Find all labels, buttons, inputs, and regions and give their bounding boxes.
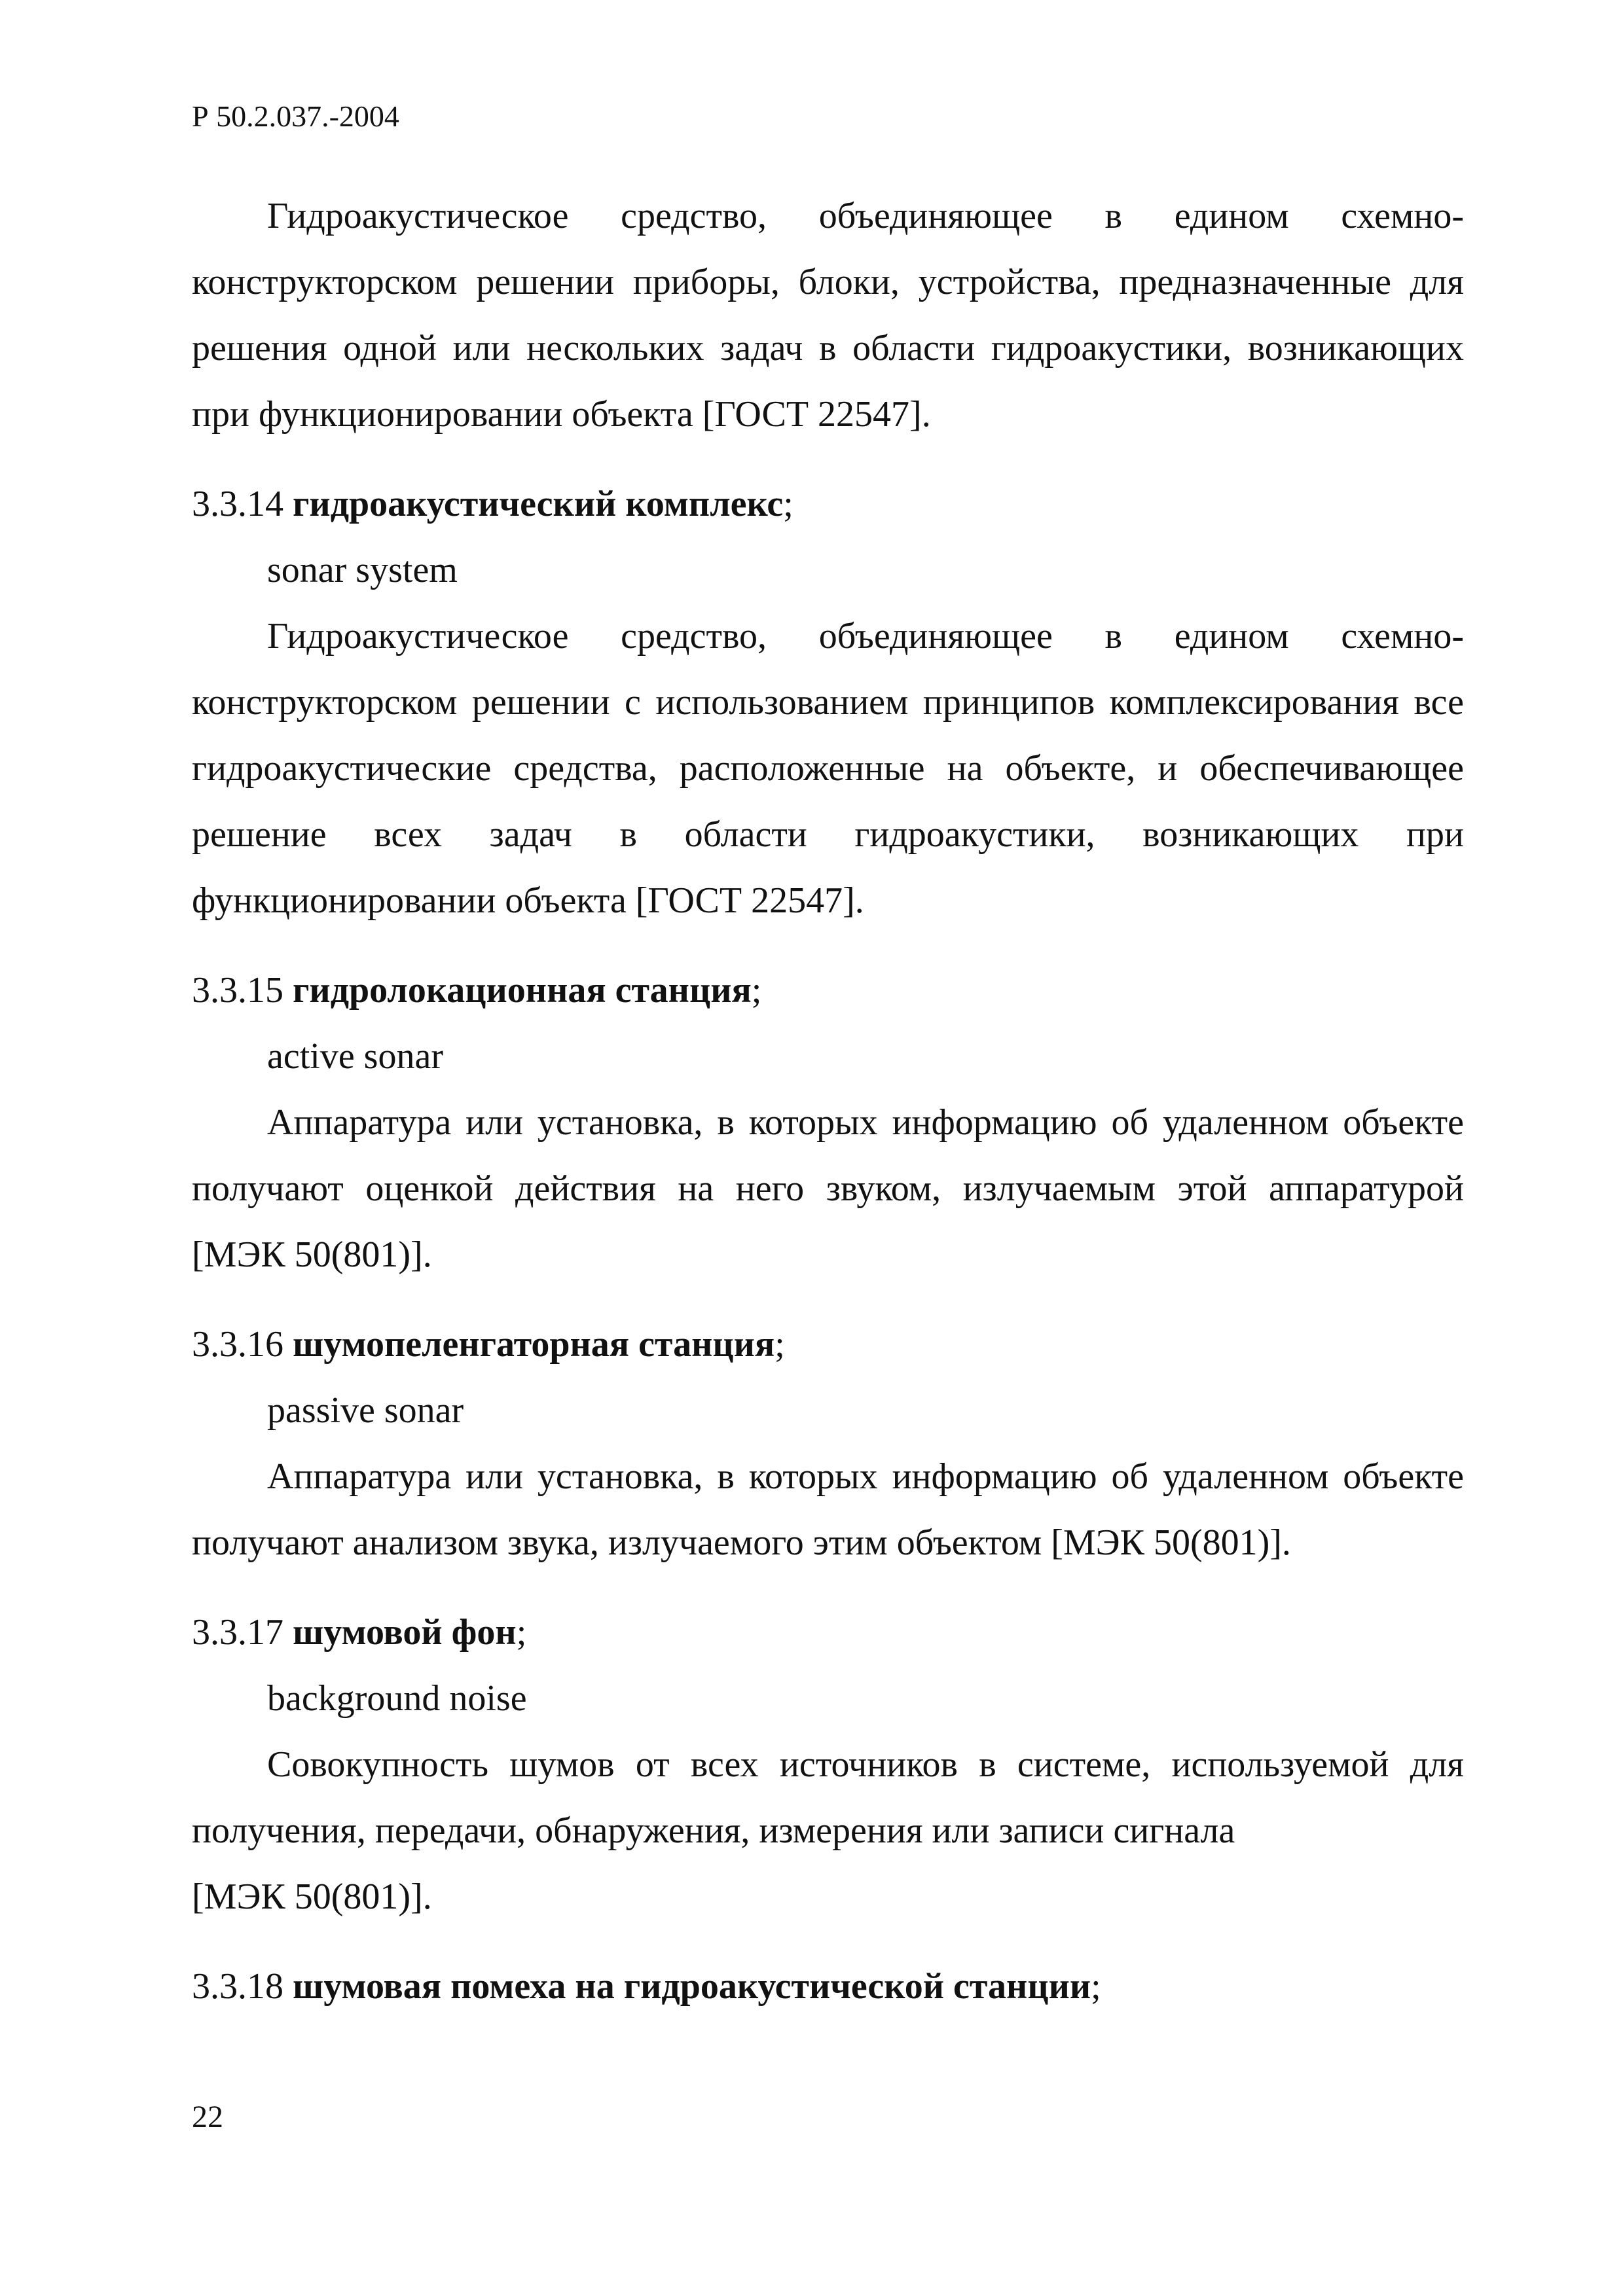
- term-punct: ;: [775, 1324, 785, 1365]
- term-heading: [192, 1312, 1464, 1378]
- term-punct: ;: [751, 970, 762, 1011]
- english-equivalent: background noise: [267, 1678, 527, 1719]
- page-content: [192, 183, 1464, 2020]
- term-punct: ;: [516, 1612, 527, 1653]
- definition-paragraph: Совокупность шумов от всех источников в системе, используемой для получения, передачи, обнаружения, измерения или записи сигнала: [192, 1744, 1464, 1851]
- english-equivalent: passive sonar: [267, 1390, 464, 1431]
- term-punct: ;: [783, 484, 793, 524]
- term-number: 3.3.14: [192, 484, 283, 524]
- term-title: шумопеленгаторная станция: [293, 1324, 775, 1365]
- document-designation: Р 50.2.037.-2004: [192, 99, 399, 133]
- term-title: шумовой фон: [293, 1612, 517, 1653]
- term-number: 3.3.16: [192, 1324, 283, 1365]
- definition-reference: [МЭК 50(801)].: [192, 1876, 432, 1917]
- term-heading: [192, 958, 1464, 1024]
- term-heading: [192, 1600, 1464, 1666]
- definition-paragraph: Аппаратура или установка, в которых информацию об удаленном объекте получают оценкой действия на него звуком, излучаемым этой аппаратурой [МЭК 50(801)].: [192, 1102, 1464, 1275]
- english-equivalent: active sonar: [267, 1036, 443, 1077]
- english-equivalent: sonar system: [267, 550, 458, 590]
- term-number: 3.3.18: [192, 1966, 283, 2007]
- term-number: 3.3.15: [192, 970, 283, 1011]
- definition-paragraph: Гидроакустическое средство, объединяющее в едином схемно-конструкторском решении приборы, блоки, устройства, предназначенные для решения одной или нескольких задач в области гидроакустики, возникающих при функционировании объекта [ГОСТ 22547].: [192, 196, 1464, 435]
- term-title: гидроакустический комплекс: [293, 484, 784, 524]
- definition-paragraph: Аппаратура или установка, в которых информацию об удаленном объекте получают анализом звука, излучаемого этим объектом [МЭК 50(801)].: [192, 1456, 1464, 1563]
- term-heading: [192, 1954, 1464, 2020]
- term-title: шумовая помеха на гидроакустической станции: [293, 1966, 1091, 2007]
- term-title: гидролокационная станция: [293, 970, 752, 1011]
- term-punct: ;: [1091, 1966, 1101, 2007]
- term-number: 3.3.17: [192, 1612, 283, 1653]
- term-heading: [192, 471, 1464, 537]
- definition-paragraph: Гидроакустическое средство, объединяющее в едином схемно-конструкторском решении с использованием принципов комплексирования все гидроакустические средства, расположенные на объекте, и обеспечивающее решение всех задач в области гидроакустики, возникающих при функционировании объекта [ГОСТ 22547].: [192, 616, 1464, 921]
- page-number: 22: [192, 2100, 223, 2134]
